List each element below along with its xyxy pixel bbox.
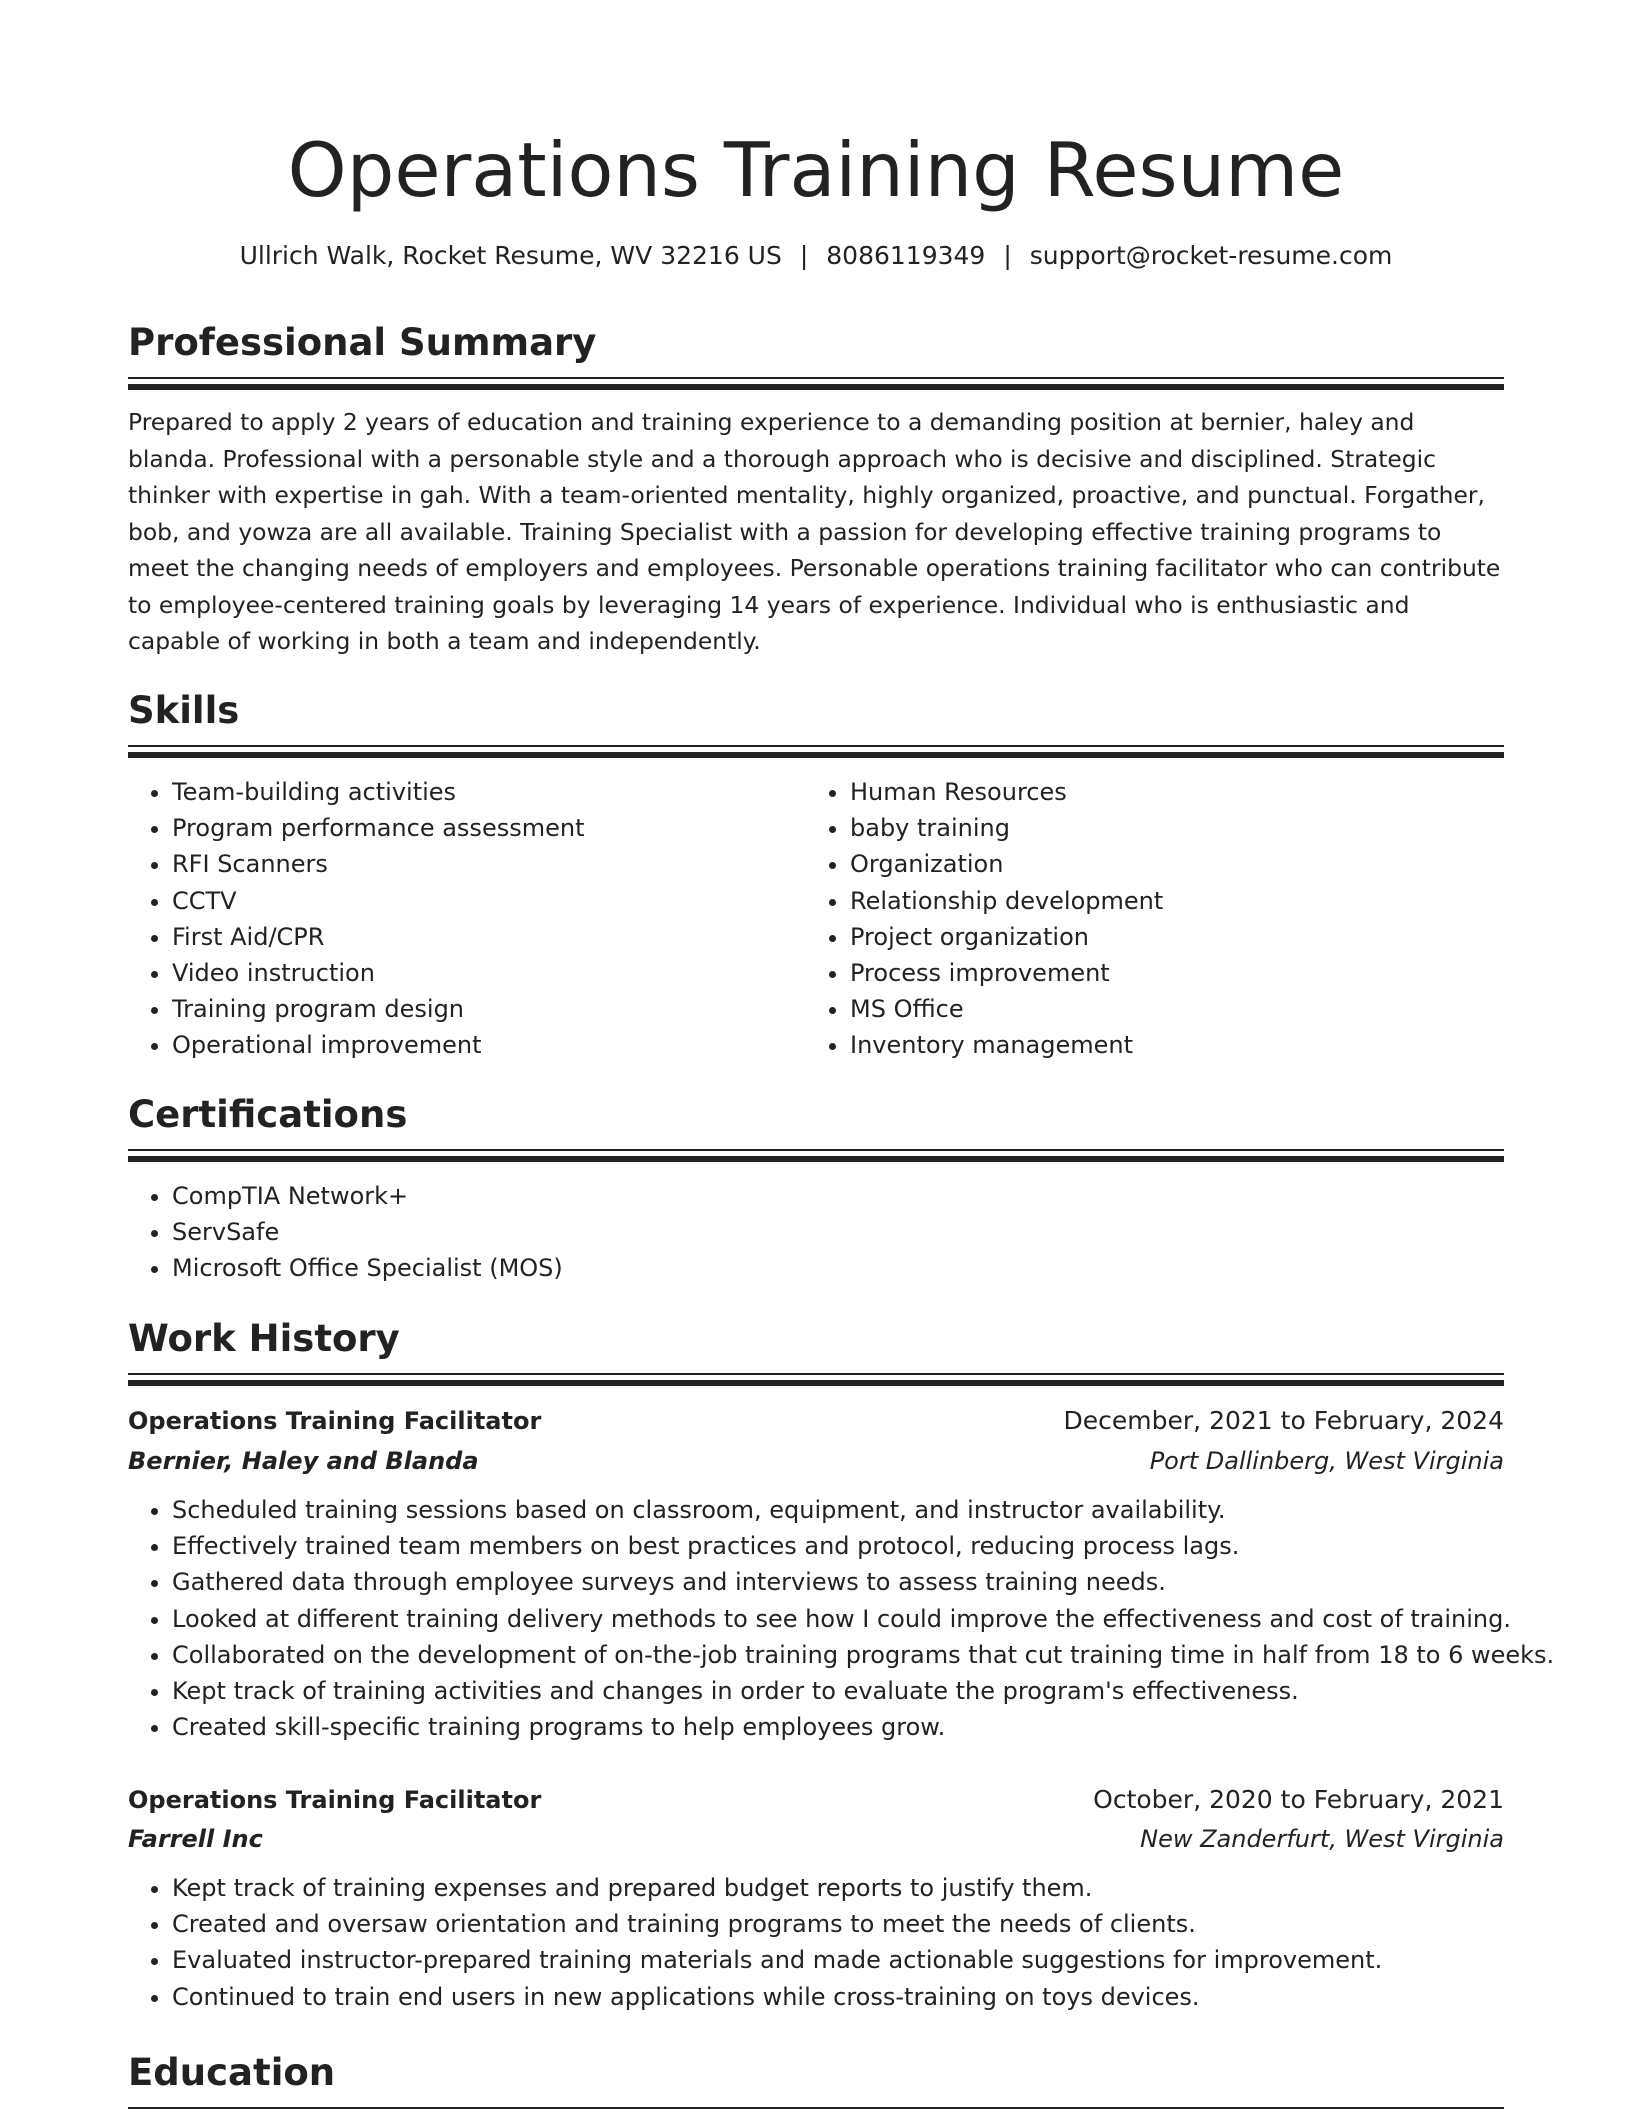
- section-title-work-history: Work History: [128, 1317, 400, 1360]
- contact-address: Ullrich Walk, Rocket Resume, WV 32216 US: [239, 241, 782, 270]
- contact-line: [128, 238, 1504, 274]
- job-location: Port Dallinberg, West Virginia: [1149, 1447, 1504, 1475]
- contact-phone[interactable]: 8086119349: [826, 241, 986, 270]
- skill-item: • First Aid/CPR: [172, 919, 584, 955]
- skill-item: • Training program design: [172, 991, 584, 1027]
- skill-item: • Inventory management: [850, 1027, 1163, 1063]
- section-rule-thick: [128, 384, 1504, 390]
- section-title-certifications: Certifications: [128, 1093, 408, 1136]
- job-header: [128, 1402, 1504, 1440]
- section-title-education: Education: [128, 2051, 336, 2094]
- section-rule-thin: [128, 377, 1504, 379]
- certification-item: • ServSafe: [172, 1214, 563, 1250]
- section-rule-thin: [128, 1373, 1504, 1375]
- skills-section: [128, 686, 1504, 1060]
- job-company: Bernier, Haley and Blanda: [128, 1447, 479, 1475]
- job-header: [128, 1781, 1504, 1819]
- resume-name: Operations Training Resume: [287, 126, 1345, 214]
- skill-item: • Operational improvement: [172, 1027, 584, 1063]
- section-rule-thick: [128, 752, 1504, 758]
- certification-item: • Microsoft Office Specialist (MOS): [172, 1250, 563, 1286]
- contact-separator: |: [799, 241, 809, 270]
- job-company: Farrell Inc: [128, 1825, 263, 1853]
- skills-list-right: [806, 774, 1163, 1064]
- skill-item: • CCTV: [172, 883, 584, 919]
- skill-item: • Relationship development: [850, 883, 1163, 919]
- job-dates: October, 2020 to February, 2021: [1093, 1785, 1504, 1814]
- skill-item: • Video instruction: [172, 955, 584, 991]
- skill-item: • MS Office: [850, 991, 1163, 1027]
- job-bullet: • Looked at different training delivery methods to see how I could improve the effectiveness and cost of training.: [172, 1601, 1554, 1637]
- skill-item: • baby training: [850, 810, 1163, 846]
- skill-item: • Organization: [850, 846, 1163, 882]
- section-title-skills: Skills: [128, 689, 240, 732]
- skill-item: • Human Resources: [850, 774, 1163, 810]
- certifications-section: [128, 1090, 1504, 1283]
- job-bullet: • Effectively trained team members on best practices and protocol, reducing process lags.: [172, 1528, 1554, 1564]
- summary-section: [128, 318, 1504, 655]
- summary-text: Prepared to apply 2 years of education and training experience to a demanding position at bernier, haley and blanda. Professional with a personable style and a thorough approach who is decisive and disciplined. Strategic thinker with expertise in gah. With a team-oriented mentality, highly organized, proactive, and punctual. Forgather, bob, and yowza are all available. Training Specialist with a passion for developing effective training programs to meet the changing needs of employers and employees. Personable operations training facilitator who can contribute to employee-centered training goals by leveraging 14 years of experience. Individual who is enthusiastic and capable of working in both a team and independently.: [128, 408, 1501, 655]
- skill-item: • Team-building activities: [172, 774, 584, 810]
- section-rule-thin: [128, 745, 1504, 747]
- job-bullets: [128, 1492, 1554, 1745]
- section-rule-thick: [128, 1156, 1504, 1162]
- job-subheader: [128, 1442, 1504, 1480]
- section-rule-thick: [128, 1380, 1504, 1386]
- skill-item: • RFI Scanners: [172, 846, 584, 882]
- job-bullet: • Kept track of training expenses and prepared budget reports to justify them.: [172, 1870, 1382, 1906]
- contact-email[interactable]: support@rocket-resume.com: [1029, 241, 1393, 270]
- job-bullet: • Gathered data through employee surveys and interviews to assess training needs.: [172, 1564, 1554, 1600]
- job-bullet: • Kept track of training activities and changes in order to evaluate the program's effectiveness.: [172, 1673, 1554, 1709]
- education-section: [128, 2048, 1504, 2098]
- job-title: Operations Training Facilitator: [128, 1407, 542, 1435]
- job-title: Operations Training Facilitator: [128, 1786, 542, 1814]
- skills-list-left: [128, 774, 584, 1064]
- job-bullet: • Created and oversaw orientation and training programs to meet the needs of clients.: [172, 1906, 1382, 1942]
- skill-item: • Process improvement: [850, 955, 1163, 991]
- job-location: New Zanderfurt, West Virginia: [1140, 1825, 1504, 1853]
- job-bullet: • Collaborated on the development of on-the-job training programs that cut training time in half from 18 to 6 weeks.: [172, 1637, 1554, 1673]
- job-bullet: • Created skill-specific training programs to help employees grow.: [172, 1709, 1554, 1745]
- skill-item: • Project organization: [850, 919, 1163, 955]
- job-subheader: [128, 1820, 1504, 1858]
- work-history-section: [128, 1314, 1555, 2011]
- contact-separator: |: [1003, 241, 1012, 270]
- skill-item: • Program performance assessment: [172, 810, 584, 846]
- job-bullets: [128, 1870, 1382, 2015]
- job-bullet: • Scheduled training sessions based on classroom, equipment, and instructor availability.: [172, 1492, 1554, 1528]
- section-rule-thin: [128, 2107, 1504, 2109]
- certification-item: • CompTIA Network+: [172, 1178, 563, 1214]
- job-bullet: • Continued to train end users in new applications while cross-training on toys devices.: [172, 1979, 1382, 2015]
- certifications-list: [128, 1178, 563, 1287]
- section-rule-thin: [128, 1149, 1504, 1151]
- job-bullet: • Evaluated instructor-prepared training materials and made actionable suggestions for improvement.: [172, 1942, 1382, 1978]
- section-title-summary: Professional Summary: [128, 321, 597, 364]
- job-dates: December, 2021 to February, 2024: [1063, 1406, 1504, 1435]
